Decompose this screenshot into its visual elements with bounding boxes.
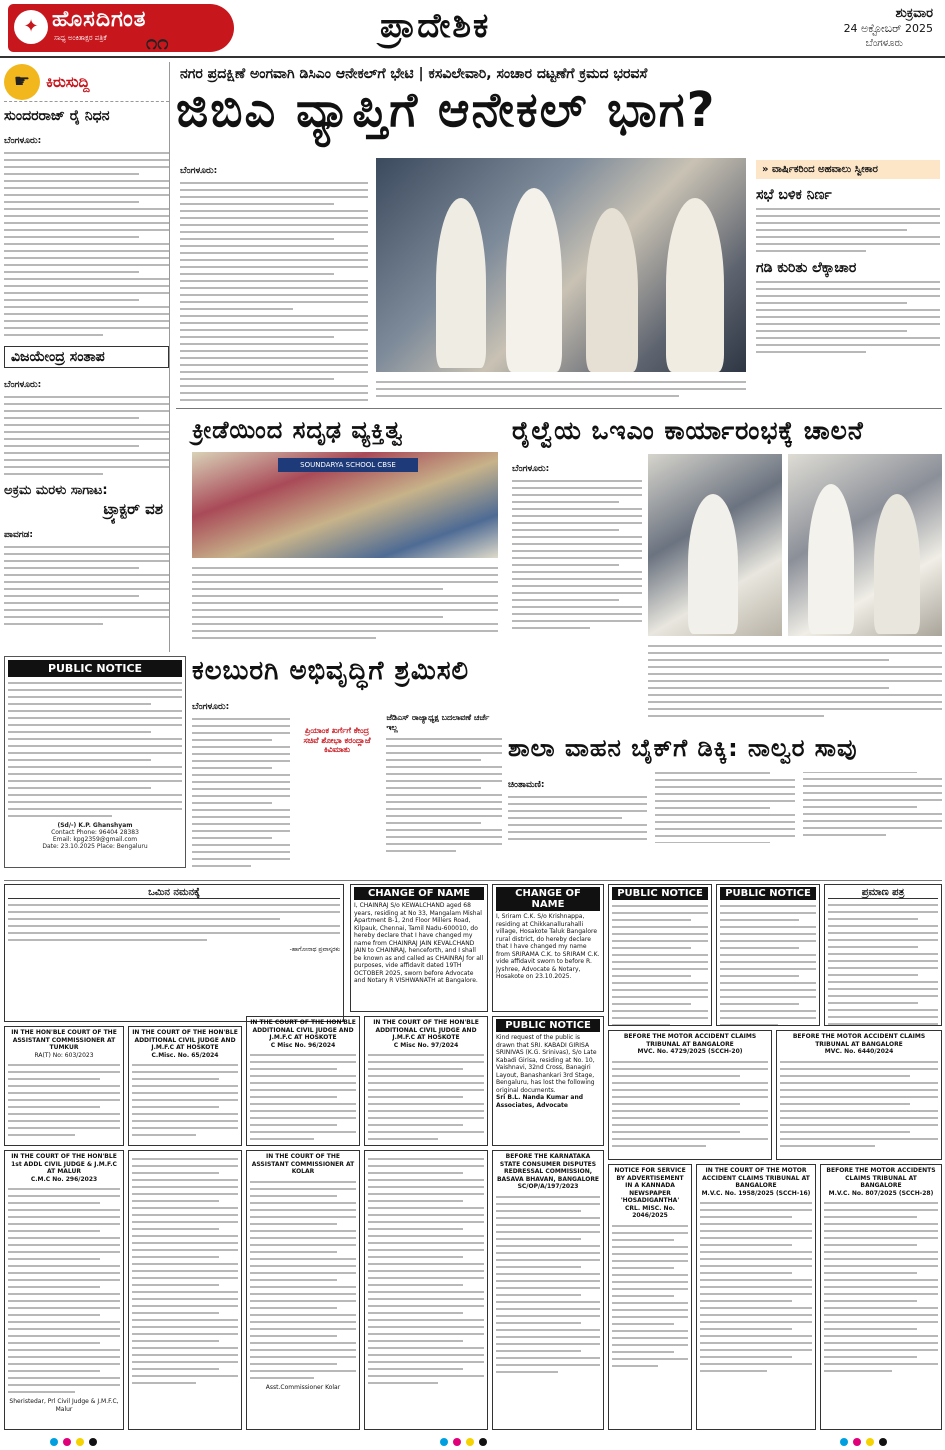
sports-photo[interactable] xyxy=(192,452,498,558)
notice-email: Email: kpg2359@gmail.com xyxy=(52,836,138,843)
classifieds-divider xyxy=(4,880,942,881)
public-notice-left[interactable] xyxy=(4,656,186,868)
court-3-case: C Misc No. 96/2024 xyxy=(270,1041,336,1049)
public-notice-3[interactable] xyxy=(716,884,820,1026)
rail-photo-2[interactable] xyxy=(788,454,942,636)
court-notice-hoskote-1[interactable] xyxy=(128,1026,242,1146)
print-registration-marks-left xyxy=(50,1438,97,1446)
obit-headline[interactable]: ಸುಂದರರಾಜ್ ರೈ ನಿಧನ xyxy=(4,108,110,124)
sand-headline-2[interactable]: ಟ್ರ್ಯಾಕ್ಟರ್ ವಶ xyxy=(103,500,163,518)
court-2-case: C.Misc. No. 65/2024 xyxy=(151,1051,219,1059)
change-name-2-body: I, Sriram C.K. S/o Krishnappa, residing at Chikkanallurahalli village, Hosakote Taluk Bangalore rural district, do hereby declare that I have changed my name from SRIRAMA C.K. to SRIRAM C.K. vide affidavit sworn to before R. Jyshree, Advocate & Notary, Hosakote on 23.10.2025. xyxy=(496,913,600,980)
kalaburagi-dateline: ಬೆಂಗಳೂರು: xyxy=(192,702,230,712)
briefs-column xyxy=(4,62,170,652)
condolence-body xyxy=(4,396,169,475)
masthead xyxy=(0,0,945,56)
consumer-commission-notice[interactable] xyxy=(492,1150,604,1430)
print-registration-marks-right xyxy=(840,1438,887,1446)
public-notice-3-title: PUBLIC NOTICE xyxy=(720,887,816,900)
notice-contact: Contact Phone: 96404 28383 xyxy=(51,829,139,836)
kannada-notice-2[interactable] xyxy=(364,1150,488,1430)
sand-body xyxy=(4,546,169,625)
court-notice-malur[interactable] xyxy=(4,1150,124,1430)
obituary-heading: ಒಮಿನ ನಮನಕ್ಕೆ xyxy=(8,887,340,899)
mact-1-title: BEFORE THE MOTOR ACCIDENT CLAIMS TRIBUNAL AT BANGALORE xyxy=(623,1033,757,1048)
bus-dateline: ಚಿಂತಾಮಣಿ: xyxy=(508,780,545,790)
double-chevron-icon: » xyxy=(762,164,769,175)
court-7-title: BEFORE THE KARNATAKA STATE CONSUMER DISPUTES REDRESSAL COMMISSION, BASAVA BHAVAN, BANGALORE xyxy=(496,1153,600,1183)
masthead-rule xyxy=(0,56,945,58)
court-4-title: IN THE COURT OF THE HON'BLE ADDITIONAL CIVIL JUDGE AND J.M.F.C AT HOSKOTE xyxy=(373,1019,479,1041)
right-sidebar xyxy=(756,160,940,404)
mact-notice-1[interactable] xyxy=(608,1030,772,1160)
kannada-notice-1[interactable] xyxy=(128,1150,242,1430)
bus-accident-body xyxy=(508,772,942,878)
print-registration-marks-center xyxy=(440,1438,487,1446)
lamp-icon: ✦ xyxy=(14,10,48,44)
notice-signer: (Sd/-) K.P. Ghanshyam xyxy=(57,822,133,829)
rail-photo-1[interactable] xyxy=(648,454,782,636)
court-3-title: IN THE COURT OF THE HON'BLE ADDITIONAL CIVIL JUDGE AND J.M.F.C AT HOSKOTE xyxy=(250,1019,356,1041)
court-5-title: IN THE COURT OF THE HON'BLE 1st ADDL CIVIL JUDGE & J.M.F.C AT MALUR xyxy=(11,1153,117,1175)
sports-body xyxy=(192,562,498,652)
certificate-heading: ಪ್ರಮಾಣ ಪತ್ರ xyxy=(828,887,938,899)
court-5-sign: Sheristedar, Prl Civil Judge & J.M.F.C, Malur xyxy=(9,1398,119,1413)
court-5-case: C.M.C No. 296/2023 xyxy=(30,1175,98,1183)
notice-place: Date: 23.10.2025 Place: Bengaluru xyxy=(42,843,148,850)
mact-4-case: M.V.C. No. 807/2025 (SCCH-28) xyxy=(828,1189,934,1197)
row-divider-1 xyxy=(176,408,942,409)
paper-name: ಹೊಸದಿಗಂತ xyxy=(52,7,147,32)
mact-notice-3[interactable] xyxy=(696,1164,816,1430)
mact-1-case: MVC. No. 4729/2025 (SCCH-20) xyxy=(637,1048,743,1055)
school-banner: SOUNDARYA SCHOOL CBSE xyxy=(278,458,418,472)
kalaburagi-subhead: ಜೆಡಿಎಸ್ ರಾಜ್ಯಾಧ್ಯಕ್ಷ ಬದಲಾವಣೆ ಚರ್ಚೆ ಇಲ್ಲ xyxy=(386,713,490,732)
rail-headline[interactable]: ರೈಲ್ವೆಯ ಒಇಎಂ ಕಾರ್ಯಾರಂಭಕ್ಕೆ ಚಾಲನೆ xyxy=(512,416,864,445)
public-notice-2-title: PUBLIC NOTICE xyxy=(612,887,708,900)
main-body xyxy=(180,158,368,402)
sidebar-sub1[interactable]: ಸಭೆ ಬಳಿಕ ನಿರ್ಣ xyxy=(756,187,832,203)
court-notice-kolar[interactable] xyxy=(246,1150,360,1430)
sports-headline[interactable]: ಕ್ರೀಡೆಯಿಂದ ಸದೃಢ ವ್ಯಕ್ತಿತ್ವ xyxy=(192,416,404,444)
main-photo[interactable] xyxy=(376,158,746,372)
mact-notice-4[interactable] xyxy=(820,1164,942,1430)
page-number: ೧೧ xyxy=(146,30,169,54)
court-1-title: IN THE HON'BLE COURT OF THE ASSISTANT COMMISSIONER AT TUMKUR xyxy=(11,1029,117,1051)
court-8-title: NOTICE FOR SERVICE BY ADVERTISEMENT IN A KANNADA NEWSPAPER 'HOSADIGANTHA' xyxy=(614,1167,686,1204)
rail-dateline: ಬೆಂಗಳೂರು: xyxy=(512,464,550,474)
court-6-title: IN THE COURT OF THE ASSISTANT COMMISSIONER AT KOLAR xyxy=(251,1153,355,1175)
bus-accident-headline[interactable]: ಶಾಲಾ ವಾಹನ ಬೈಕ್‌ಗೆ ಡಿಕ್ಕಿ: ನಾಲ್ವರ ಸಾವು xyxy=(508,734,858,762)
condolence-headline[interactable]: ವಿಜಯೇಂದ್ರ ಸಂತಾಪ xyxy=(4,346,169,368)
obituary-notice[interactable] xyxy=(4,884,344,1022)
court-4-case: C Misc No. 97/2024 xyxy=(393,1041,459,1049)
condolence-dateline: ಬೆಂಗಳೂರು: xyxy=(4,380,42,390)
briefs-label: ಕಿರುಸುದ್ದಿ xyxy=(46,72,90,91)
court-8-case: CRL. MISC. No. 2046/2025 xyxy=(625,1204,675,1219)
paper-logo[interactable] xyxy=(8,4,234,52)
mact-4-title: BEFORE THE MOTOR ACCIDENTS CLAIMS TRIBUNAL AT BANGALORE xyxy=(826,1167,936,1189)
mact-3-case: M.V.C. No. 1958/2025 (SCCH-16) xyxy=(701,1189,811,1197)
change-name-1-body: I, CHAINRAJ S/o KEWALCHAND aged 68 years, residing at No 33, Mangalam Mishal Apartment B-1, 2nd Floor Millers Road, Kilpauk, Chennai, Tamil Nadu-600010, do hereby declare that I have changed my name from CHAINRAJ JAIN KEVALCHAND JAIN to CHAINRAJ, henceforth, and I shall be known as and called as CHAINRAJ for all purposes, vide affidavit dated 19TH OCTOBER 2025, sworn before Advocate and Notary R VISHWANATH at Bangalore. xyxy=(354,902,484,984)
main-dateline: ಬೆಂಗಳೂರು: xyxy=(180,166,218,176)
paper-tagline: ಸಾಧ್ಯ ಅಂಕಿತಾಕ್ಷರ ಪತ್ರಿಕೆ xyxy=(54,34,107,42)
obit-dateline: ಬೆಂಗಳೂರು: xyxy=(4,136,42,146)
public-notice-title: PUBLIC NOTICE xyxy=(8,660,182,677)
obit-body xyxy=(4,152,169,336)
sidebar-sub2[interactable]: ಗಡಿ ಕುರಿತು ಲೆಕ್ಕಾಚಾರ xyxy=(756,260,857,276)
sand-headline[interactable]: ಅಕ್ರಮ ಮರಳು ಸಾಗಾಟ: xyxy=(4,483,108,498)
public-notice-4[interactable] xyxy=(492,1016,604,1146)
sidebar-label-text: ವಾರ್ಷಿಕರಿಂದ ಅಹವಾಲು ಸ್ವೀಕಾರ xyxy=(771,164,878,175)
change-of-name-2[interactable] xyxy=(492,884,604,1012)
kalaburagi-headline[interactable]: ಕಲಬುರಗಿ ಅಭಿವೃದ್ಧಿಗೆ ಶ್ರಮಿಸಲಿ xyxy=(192,656,470,686)
crl-misc-notice[interactable] xyxy=(608,1164,692,1430)
obituary-sign: -ಹಾಗೋನಾಥ ಪ್ರವಾಸ್ಕರಕು xyxy=(289,946,340,953)
court-notice-hoskote-3[interactable] xyxy=(364,1016,488,1146)
dateline-box xyxy=(844,6,933,51)
issue-day: ಶುಕ್ರವಾರ xyxy=(895,6,933,21)
main-headline[interactable]: ಜಿಬಿಎ ವ್ಯಾಪ್ತಿಗೆ ಆನೇಕಲ್ ಭಾಗ? xyxy=(176,82,717,138)
kalaburagi-body xyxy=(192,694,502,884)
sand-dateline: ಪಾವಗಡ: xyxy=(4,530,33,540)
mact-3-title: IN THE COURT OF THE MOTOR ACCIDENT CLAIMS TRIBUNAL AT BANGALORE xyxy=(702,1167,810,1189)
mact-notice-2[interactable] xyxy=(776,1030,942,1160)
rail-body-continued xyxy=(648,640,942,730)
public-notice-2[interactable] xyxy=(608,884,712,1026)
main-photo-caption xyxy=(376,376,746,404)
kalaburagi-pull-quote: ಪ್ರಿಯಾಂಕ ಖರ್ಗೆಗೆ ಕೇಂದ್ರ ಸಚಿವೆ ಶೋಭಾ ಕರಂದ್ಲಾಜೆ ಕಿವಿಮಾತು xyxy=(303,726,371,755)
mact-2-case: MVC. No. 6440/2024 xyxy=(824,1048,894,1055)
issue-date: 24 ಅಕ್ಟೋಬರ್ 2025 xyxy=(843,22,933,36)
issue-city: ಬೆಂಗಳೂರು xyxy=(865,38,903,49)
rail-body xyxy=(512,456,642,650)
change-name-1-title: CHANGE OF NAME xyxy=(354,887,484,900)
briefs-logo xyxy=(4,62,169,102)
certificate-notice[interactable] xyxy=(824,884,942,1026)
public-notice-4-sign: Sri B.L. Nanda Kumar and Associates, Advocate xyxy=(496,1094,584,1109)
pointing-hand-icon: ☛ xyxy=(4,64,40,100)
court-notice-hoskote-2[interactable] xyxy=(246,1016,360,1146)
change-of-name-1[interactable] xyxy=(350,884,488,1012)
court-7-case: SC/OP/A/197/2023 xyxy=(517,1183,579,1190)
court-notice-tumkur[interactable] xyxy=(4,1026,124,1146)
section-title: ಪ್ರಾದೇಶಿಕ xyxy=(380,6,491,46)
public-notice-4-body: Kind request of the public is drawn that SRI. KABADI GIRISA SRINIVAS (K.G. Srinivas), S/o Late Kabadi Girisa, residing at No. 10, Vaishnavi, 32nd Cross, Banagiri Layout, Banashankari 3rd Stage, Bengaluru, has lost the following original documents. xyxy=(496,1034,597,1094)
public-notice-4-title: PUBLIC NOTICE xyxy=(496,1019,600,1032)
court-2-title: IN THE COURT OF THE HON'BLE ADDITIONAL CIVIL JUDGE AND J.M.F.C AT HOSKOTE xyxy=(132,1029,238,1051)
court-1-case: RA(T) No: 603/2023 xyxy=(34,1051,94,1059)
sidebar-label xyxy=(756,160,940,179)
change-name-2-title: CHANGE OF NAME xyxy=(496,887,600,911)
court-6-sign: Asst.Commissioner Kolar xyxy=(265,1383,341,1391)
main-kicker: ನಗರ ಪ್ರದಕ್ಷಿಣೆ ಅಂಗವಾಗಿ ಡಿಸಿಎಂ ಆನೇಕಲ್‌ಗೆ ಭೇಟಿ | ಕಸವಿಲೇವಾರಿ, ಸಂಚಾರ ದಟ್ಟಣೆಗೆ ಕ್ರಮದ ಭರವಸೆ xyxy=(180,66,648,82)
mact-2-title: BEFORE THE MOTOR ACCIDENT CLAIMS TRIBUNAL AT BANGALORE xyxy=(792,1033,926,1048)
